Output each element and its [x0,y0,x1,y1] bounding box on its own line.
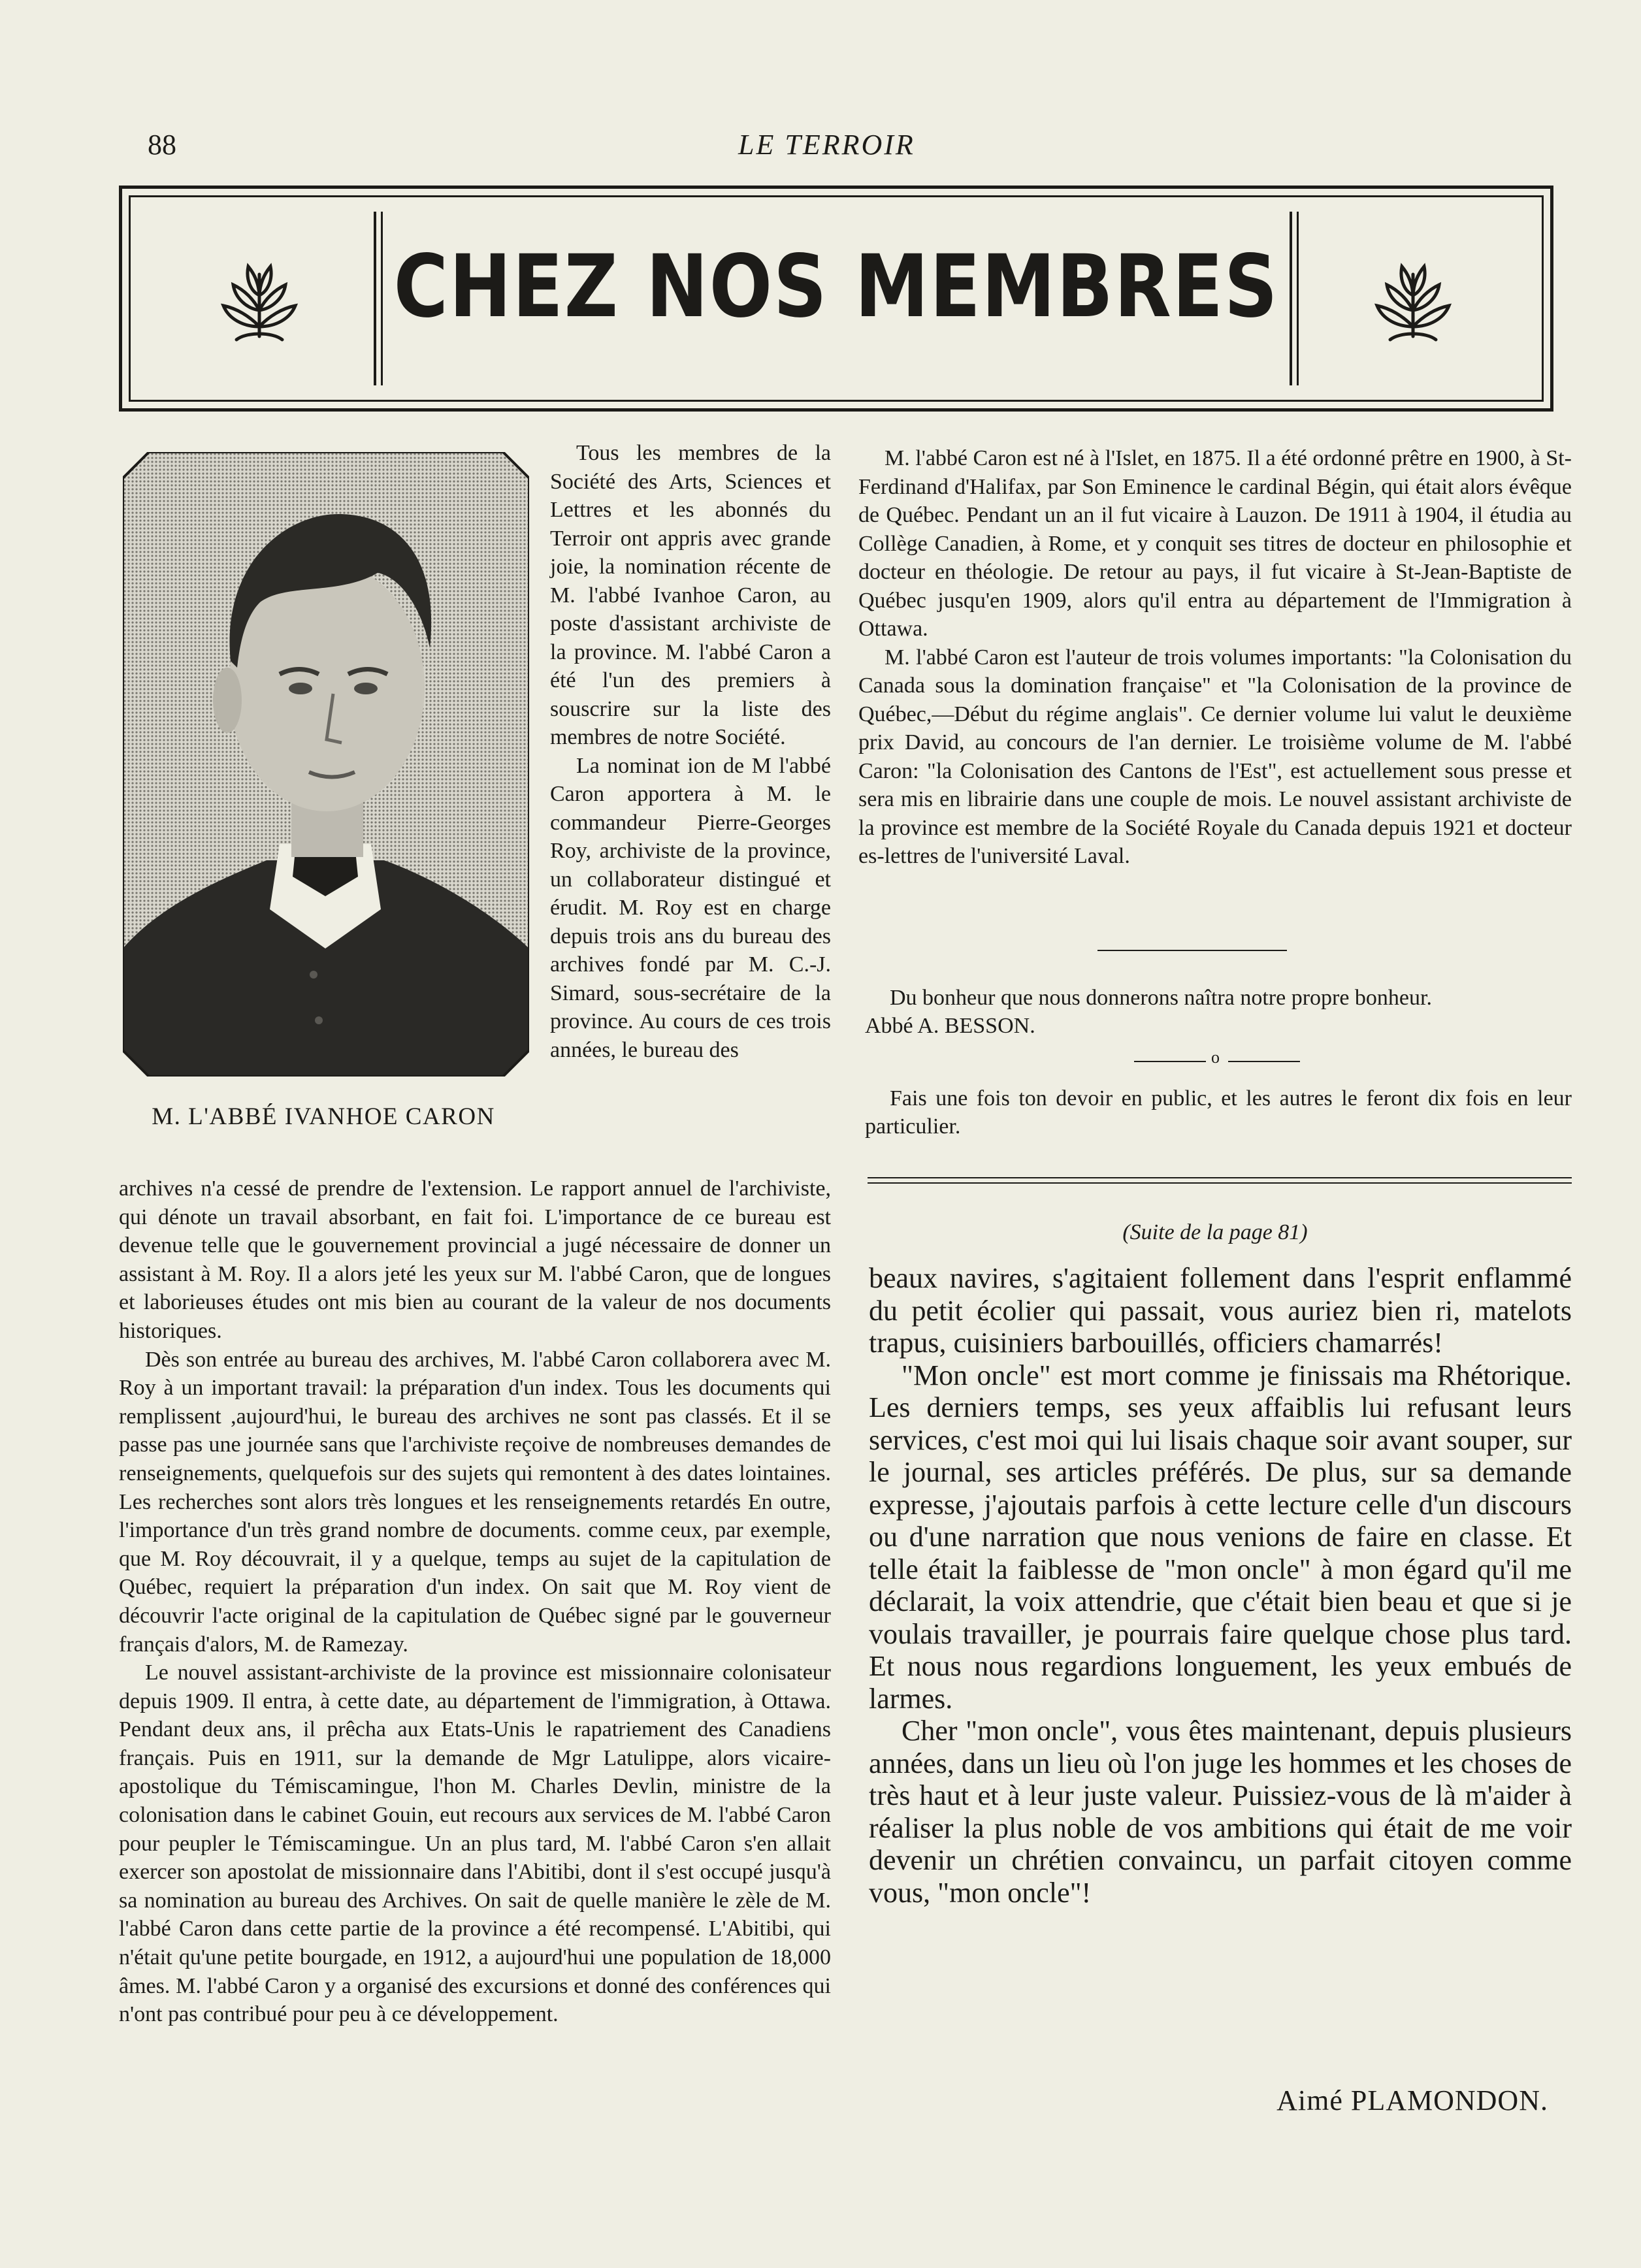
body-paragraph: Cher "mon oncle", vous êtes maintenant, depuis plusieurs années, dans un lieu où l'on juge les hommes et les choses de très haut et à leur juste valeur. Puissiez-vous de là m'aider à réaliser la plus noble de vos ambitions qui était de me voir devenir un chrétien convaincu, un parfait citoyen comme vous, "mon oncle"! [869,1715,1572,1909]
left-column-narrow-text [550,439,831,1064]
portrait-photo [123,452,529,1077]
author-signature: Aimé PLAMONDON. [1276,2084,1548,2116]
body-paragraph: Dès son entrée au bureau des archives, M. l'abbé Caron collaborera avec M. Roy à un important travail: la préparation d'un index. Tous les documents qui remplissent ,aujourd'hui, le bureau des archives ne sont pas classés. Et il se passe pas une journée sans que l'archiviste reçoive de nombreuses demandes de renseignements, quelquefois sur des sujets qui remontent à des dates lointaines. Les recherches sont alors très longues et les renseignements retardés En outre, l'importance d'un très grand nombre de documents. comme ceux, par exemple, que M. Roy découvrait, il y a quelque, temps au sujet de la capitulation de Québec, requiert la préparation d'un index. On sait que M. Roy vient de découvrir l'acte original de la capitulation de Québec signé par le gouverneur français d'alors, M. de Ramezay. [119,1347,831,1657]
body-paragraph: Tous les membres de la Société des Arts, Sciences et Lettres et les abonnés du Terroir ont appris avec grande joie, la nomination récente de M. l'abbé Ivanhoe Caron, au poste d'assistant archiviste de la province. M. l'abbé Caron a été l'un des premiers à souscrire sur la liste des membres de notre Société. [550,441,831,749]
body-paragraph: M. l'abbé Caron est né à l'Islet, en 1875. Il a été ordonné prêtre en 1900, à St-Ferdinand d'Halifax, par Son Eminence le cardinal Bégin, qui était alors évêque de Québec. Pendant un an il fut vicaire à Lauzon. De 1911 à 1904, il étudia au Collège Canadien, à Rome, et y conquit ses titres de docteur en philosophie et docteur en théologie. De retour au pays, il fut vicaire à St-Jean-Baptiste de Québec jusqu'en 1909, alors qu'il entra au département de l'Immigration à Ottawa. [858,446,1572,641]
right-column-text [858,444,1572,871]
quote-author: Abbé A. BESSON. [865,1014,1035,1038]
body-paragraph: M. l'abbé Caron est l'auteur de trois volumes importants: "la Colonisation du Canada sous la domination française" et "la Colonisation de la province de Québec,—Début du régime anglais". Ce dernier volume lui valut le deuxième prix David, au concours de l'an dernier. Le troisième volume de M. l'abbé Caron: "la Colonisation des Cantons de l'Est", est actuellement sous presse et sera mis en librairie dans une couple de mois. Le nouvel assistant archiviste de la province est membre de la Société Royale du Canada depuis 1921 et docteur es-lettres de l'université Laval. [858,645,1572,868]
double-rule [868,1177,1572,1178]
portrait-caption: M. L'ABBÉ IVANHOE CARON [152,1103,495,1130]
quote-text: Fais une fois ton devoir en public, et les autres le feront dix fois en leur particulier. [865,1086,1572,1139]
divider-rule [1097,950,1287,951]
quotation [865,1084,1572,1141]
body-paragraph: archives n'a cessé de prendre de l'extension. Le rapport annuel de l'archiviste, qui dénote un travail absorbant, en fait foi. L'importance de ce bureau est devenue telle que le gouvernement provincial a jugé nécessaire de donner un assistant à M. Roy. Il a alors jeté les yeux sur M. l'abbé Caron, que de longues et laborieuses études ont mis bien au courant de la valeur de nos documents historiques. [119,1176,831,1343]
quotation [865,984,1572,1040]
section-banner [119,186,1553,412]
section-title: CHEZ NOS MEMBRES [393,236,1279,337]
body-paragraph: La nominat ion de M l'abbé Caron apportera à M. le commandeur Pierre-Georges Roy, archiviste de la province, un collaborateur distingué et érudit. M. Roy est en charge depuis trois ans du bureau des archives fondé par M. C.-J. Simard, sous-secrétaire de la province. Au cours de ces trois années, le bureau des [550,753,831,1062]
banner-inner-frame [129,195,1544,402]
body-paragraph: "Mon oncle" est mort comme je finissais ma Rhétorique. Les derniers temps, ses yeux affaiblis lui refusant leurs services, c'est moi qui lui lisais chaque soir avant souper, sur le journal, ses articles préférés. De plus, sur sa demande expresse, j'ajoutais parfois à cette lecture celle d'un discours ou d'une narration que nous venions de faire en classe. Et telle était la faiblesse de "mon oncle" à mon égard qu'il me déclarait, la voix attendrie, que c'était bien beau et que si je voulais travailler, je pourrais faire quelque chose plus tard. Et nous nous regardions longuement, les yeux embués de larmes. [869,1359,1572,1715]
running-title: LE TERROIR [738,129,915,161]
quote-text: Du bonheur que nous donnerons naîtra notre propre bonheur. [890,986,1432,1010]
body-paragraph: Le nouvel assistant-archiviste de la province est missionnaire colonisateur depuis 1909. Il entra, à cette date, au département de l'immigration, à Ottawa. Pendant deux ans, il prêcha aux Etats-Unis le rapatriement des Canadiens français. Puis en 1911, sur la demande de Mgr Latulippe, alors vicaire-apostolique du Témiscamingue, l'hon M. Charles Devlin, ministre de la colonisation dans le cabinet Gouin, eut recours aux services de M. l'abbé Caron pour peupler le Témiscamingue. Un an plus tard, M. l'abbé Caron s'en allait exercer son apostolat de missionnaire dans l'Abitibi, dont il s'est occupé jusqu'à sa nomination au bureau des Archives. On sait de quelle manière le zèle de M. l'abbé Caron dans cette partie de la province a été recompensé. L'Abitibi, qui n'était qu'une petite bourgade, en 1912, a aujourd'hui une population de 18,000 âmes. M. l'abbé Caron y a organisé des excursions et donné des conférences qui n'ont pas contribué pour peu à ce développement. [119,1660,831,2027]
page-number: 88 [148,129,176,161]
body-paragraph: beaux navires, s'agitaient follement dans l'esprit enflammé du petit écolier qui passait, vous auriez bien ri, matelots trapus, cuisiniers barbouillés, officiers chamarrés! [869,1262,1572,1359]
ornamental-separator [1134,1048,1301,1067]
separator-mark: o [1211,1048,1220,1067]
story-text [869,1262,1572,1909]
continuation-note: (Suite de la page 81) [1122,1220,1308,1244]
double-rule [868,1182,1572,1184]
left-column-text [119,1174,831,2029]
fern-ornament-icon [1364,248,1462,346]
